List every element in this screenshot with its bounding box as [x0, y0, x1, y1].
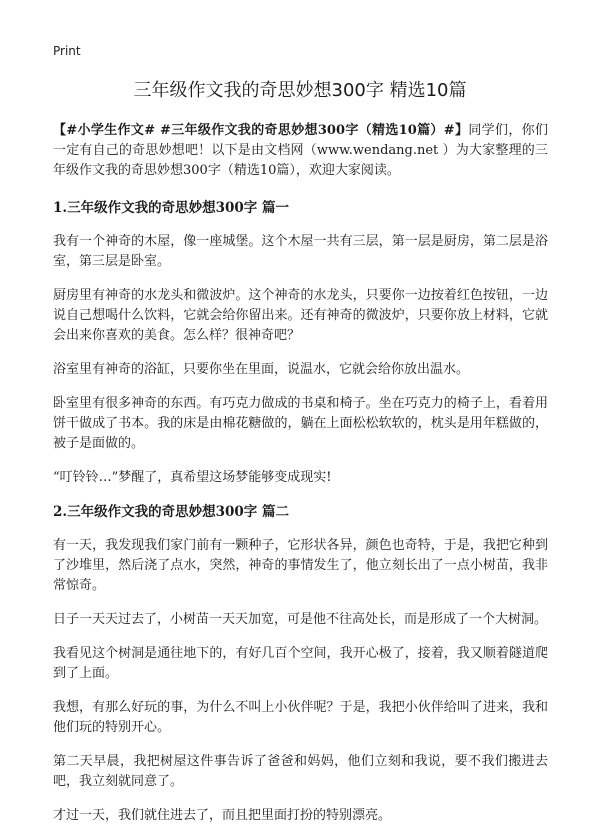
section-heading-2: 2.三年级作文我的奇思妙想300字 篇二 — [53, 504, 289, 520]
paragraph: 第二天早晨，我把树屋这件事告诉了爸爸和妈妈，他们立刻和我说，要不我们搬进去吧，我立刻就同意了。 — [53, 754, 548, 789]
paragraph: 有一天，我发现我们家门前有一颗种子，它形状各异，颜色也奇特，于是，我把它种到了沙堆里，然后浇了点水，突然，神奇的事情发生了，他立刻长出了一点小树苗，我非常惊奇。 — [53, 538, 548, 593]
intro-text: 同学们，你们一定有自己的奇思妙想吧！以下是由文档网（www.wendang.net ）为大家整理的三年级作文我的奇思妙想300字（精选10篇），欢迎大家阅读。 — [53, 123, 548, 178]
paragraph: “叮铃铃…”梦醒了，真希望这场梦能够变成现实! — [53, 470, 332, 485]
paragraph: 我想，有那么好玩的事，为什么不叫上小伙伴呢？于是，我把小伙伴给叫了进来，我和他们玩的特别开心。 — [53, 700, 548, 735]
paragraph: 浴室里有神奇的浴缸，只要你坐在里面，说温水，它就会给你放出温水。 — [53, 362, 470, 377]
paragraph: 我看见这个树洞是通往地下的，有好几百个空间，我开心极了，接着，我又顺着隧道爬到了上面。 — [53, 646, 548, 681]
paragraph: 才过一天，我们就住进去了，而且把里面打扮的特别漂亮。 — [53, 808, 392, 823]
document-title: 三年级作文我的奇思妙想300字 精选10篇 — [133, 80, 467, 101]
paragraph: 厨房里有神奇的水龙头和微波炉。这个神奇的水龙头，只要你一边按着红色按钮，一边说自己想喝什么饮料，它就会给你留出来。还有神奇的微波炉，只要你放上材料，它就会出来你喜欢的美食。怎么样？很神奇吧？ — [53, 288, 548, 343]
print-link[interactable]: Print — [53, 44, 81, 58]
paragraph: 卧室里有很多神奇的东西。有巧克力做成的书桌和椅子。坐在巧克力的椅子上，看着用饼干做成了书本。我的床是由棉花糖做的，躺在上面松松软软的，枕头是用年糕做的，被子是面做的。 — [53, 396, 548, 451]
paragraph: 我有一个神奇的木屋，像一座城堡。这个木屋一共有三层，第一层是厨房，第二层是浴室，第三层是卧室。 — [53, 234, 548, 269]
paragraph: 日子一天天过去了，小树苗一天天加宽，可是他不往高处长，而是形成了一个大树洞。 — [53, 612, 548, 627]
document-body — [53, 121, 548, 840]
intro-tag: 【#小学生作文# #三年级作文我的奇思妙想300字（精选10篇）#】 — [53, 123, 469, 138]
intro-paragraph — [53, 121, 548, 181]
section-heading-1: 1.三年级作文我的奇思妙想300字 篇一 — [53, 200, 289, 216]
